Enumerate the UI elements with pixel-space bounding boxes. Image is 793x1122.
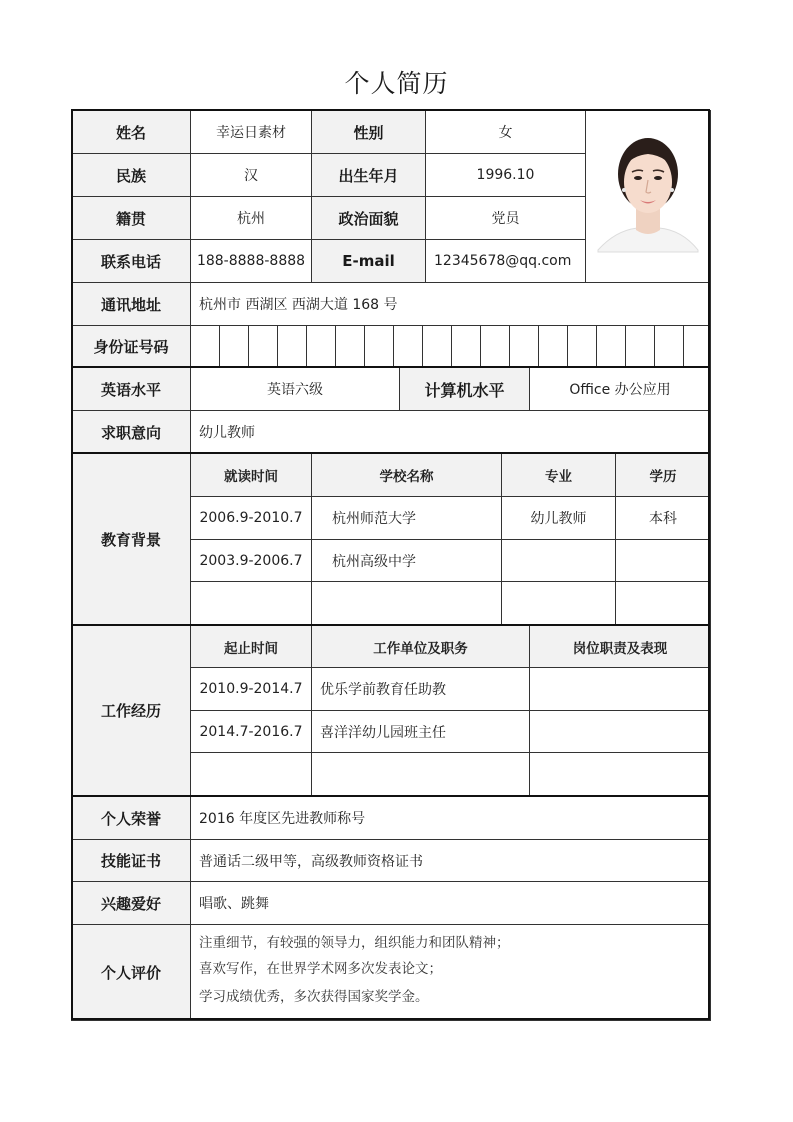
education-label: 教育背景 (72, 454, 191, 625)
education-cell: 2003.9-2006.7 (191, 540, 312, 582)
ethnicity-label: 民族 (72, 154, 191, 197)
work-header: 工作单位及职务 (312, 626, 530, 668)
evaluation-line: 喜欢写作，在世界学术网多次发表论文； (199, 961, 442, 977)
work-label: 工作经历 (72, 626, 191, 796)
work-cell: 喜洋洋幼儿园班主任 (312, 711, 530, 753)
resume-frame (71, 109, 710, 1020)
birth-label: 出生年月 (312, 154, 426, 197)
phone-label: 联系电话 (72, 240, 191, 283)
education-cell: 幼儿教师 (502, 497, 616, 540)
computer-value: Office 办公应用 (530, 368, 711, 411)
work-header: 起止时间 (191, 626, 312, 668)
name-label: 姓名 (72, 111, 191, 154)
id-label: 身份证号码 (72, 326, 191, 368)
work-cell: 2014.7-2016.7 (191, 711, 312, 753)
name-value: 幸运日素材 (191, 111, 312, 154)
email-label: E-mail (312, 240, 426, 283)
hobbies-label: 兴趣爱好 (72, 882, 191, 925)
education-header: 就读时间 (191, 454, 312, 497)
work-header: 岗位职责及表现 (530, 626, 711, 668)
certs-label: 技能证书 (72, 840, 191, 882)
education-cell: 杭州高级中学 (312, 540, 502, 582)
address-label: 通讯地址 (72, 283, 191, 326)
education-cell: 杭州师范大学 (312, 497, 502, 540)
work-cell: 优乐学前教育任助教 (312, 668, 530, 711)
origin-label: 籍贯 (72, 197, 191, 240)
intent-label: 求职意向 (72, 411, 191, 454)
hobbies-value: 唱歌、跳舞 (191, 882, 711, 925)
ethnicity-value: 汉 (191, 154, 312, 197)
english-label: 英语水平 (72, 368, 191, 411)
honors-value: 2016 年度区先进教师称号 (191, 797, 711, 840)
evaluation-line: 学习成绩优秀，多次获得国家奖学金。 (199, 989, 429, 1005)
education-header: 学历 (616, 454, 711, 497)
certs-value: 普通话二级甲等，高级教师资格证书 (191, 840, 711, 882)
education-header: 专业 (502, 454, 616, 497)
evaluation-line: 注重细节，有较强的领导力，组织能力和团队精神； (199, 935, 510, 951)
education-header: 学校名称 (312, 454, 502, 497)
honors-label: 个人荣誉 (72, 797, 191, 840)
email-value: 12345678@qq.com (426, 240, 586, 283)
education-cell: 2006.9-2010.7 (191, 497, 312, 540)
education-cell: 本科 (616, 497, 711, 540)
english-value: 英语六级 (191, 368, 400, 411)
page-title: 个人简历 (344, 69, 449, 98)
intent-value: 幼儿教师 (191, 411, 711, 454)
computer-label: 计算机水平 (400, 368, 530, 411)
phone-value: 188-8888-8888 (191, 240, 312, 283)
political-value: 党员 (426, 197, 586, 240)
birth-value: 1996.10 (426, 154, 586, 197)
gender-label: 性别 (312, 111, 426, 154)
origin-value: 杭州 (191, 197, 312, 240)
evaluation-label: 个人评价 (72, 925, 191, 1021)
political-label: 政治面貌 (312, 197, 426, 240)
address-value: 杭州市 西湖区 西湖大道 168 号 (191, 283, 711, 326)
gender-value: 女 (426, 111, 586, 154)
work-cell: 2010.9-2014.7 (191, 668, 312, 711)
